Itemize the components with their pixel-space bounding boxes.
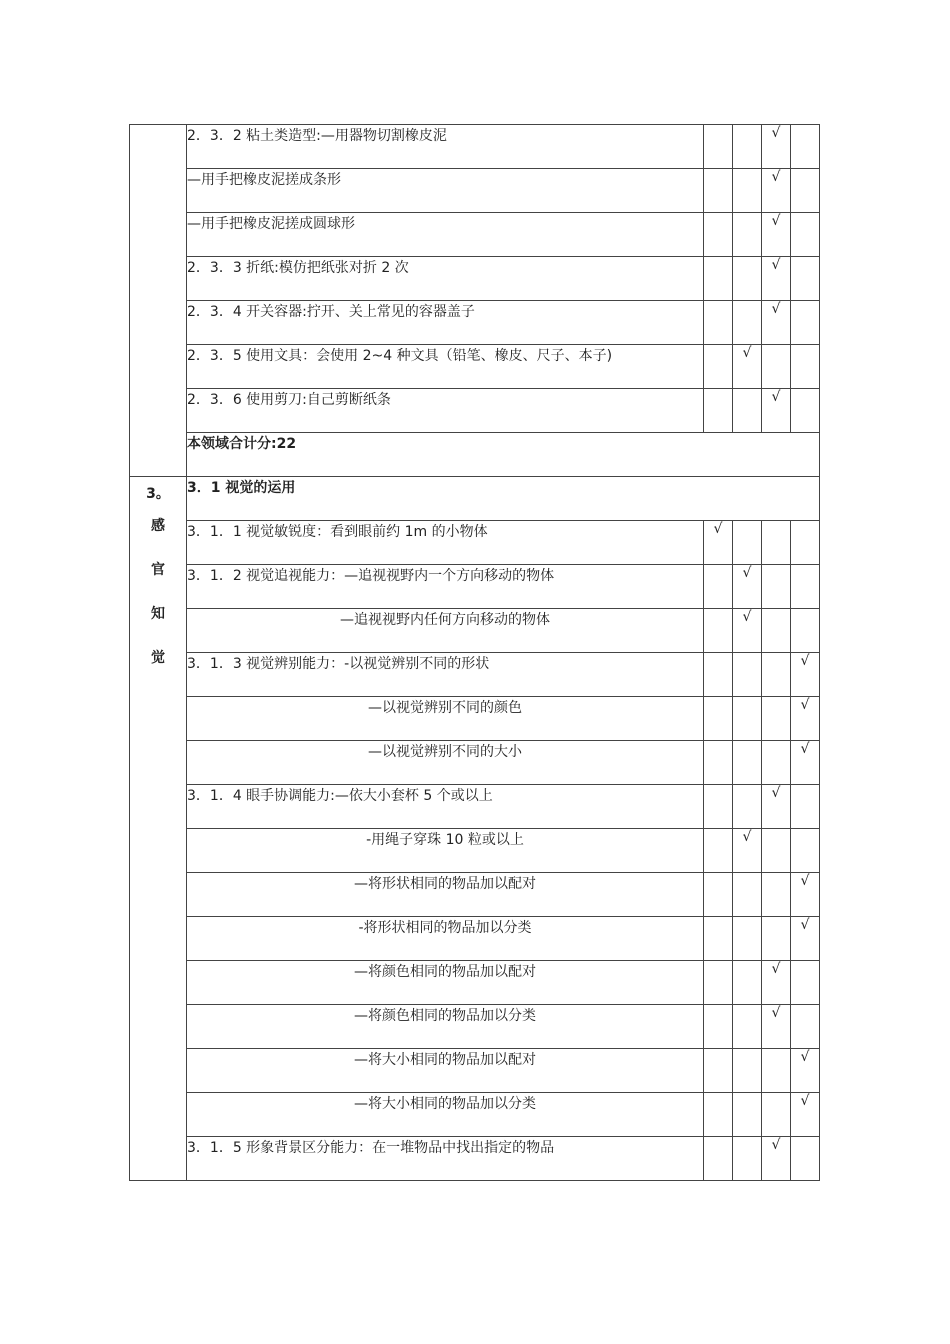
table-row	[130, 477, 820, 521]
score-cell-1	[704, 1005, 733, 1049]
score-cell-3: √	[762, 1005, 791, 1049]
score-cell-3: √	[762, 389, 791, 433]
score-cell-2	[733, 257, 762, 301]
item-text: —将形状相同的物品加以配对	[187, 873, 704, 917]
score-cell-4	[791, 125, 820, 169]
table-row	[130, 169, 820, 213]
table-row	[130, 609, 820, 653]
score-cell-3: √	[762, 1137, 791, 1181]
table-row	[130, 741, 820, 785]
score-cell-4: √	[791, 741, 820, 785]
score-cell-1	[704, 565, 733, 609]
score-cell-1	[704, 741, 733, 785]
score-cell-1	[704, 653, 733, 697]
category-char: 知	[151, 606, 165, 622]
score-cell-3: √	[762, 213, 791, 257]
score-cell-2	[733, 961, 762, 1005]
score-cell-3	[762, 741, 791, 785]
score-cell-2	[733, 1005, 762, 1049]
score-cell-3: √	[762, 301, 791, 345]
table-row	[130, 697, 820, 741]
table-row	[130, 873, 820, 917]
item-text: 2．3．3 折纸:模仿把纸张对折 2 次	[187, 257, 704, 301]
score-cell-3: √	[762, 785, 791, 829]
score-cell-3: √	[762, 169, 791, 213]
score-cell-2	[733, 1093, 762, 1137]
table-row	[130, 961, 820, 1005]
score-cell-1	[704, 609, 733, 653]
item-text: —以视觉辨别不同的颜色	[187, 697, 704, 741]
score-cell-4	[791, 257, 820, 301]
score-cell-3	[762, 1093, 791, 1137]
item-text: —用手把橡皮泥搓成条形	[187, 169, 704, 213]
table-row	[130, 125, 820, 169]
score-cell-1	[704, 389, 733, 433]
score-cell-3	[762, 697, 791, 741]
score-cell-1	[704, 873, 733, 917]
score-cell-2	[733, 169, 762, 213]
score-cell-1	[704, 169, 733, 213]
score-cell-3: √	[762, 257, 791, 301]
score-cell-1	[704, 697, 733, 741]
score-cell-3	[762, 1049, 791, 1093]
item-text: —将大小相同的物品加以配对	[187, 1049, 704, 1093]
score-cell-4	[791, 169, 820, 213]
table-row	[130, 1005, 820, 1049]
score-cell-4	[791, 1137, 820, 1181]
item-text: 3．1．1 视觉敏锐度：看到眼前约 1m 的小物体	[187, 521, 704, 565]
score-cell-3: √	[762, 961, 791, 1005]
score-cell-1	[704, 961, 733, 1005]
score-cell-4	[791, 301, 820, 345]
score-cell-3	[762, 565, 791, 609]
table-row	[130, 389, 820, 433]
score-cell-1	[704, 301, 733, 345]
section-number: 3。	[146, 486, 170, 502]
item-text: 3．1．3 视觉辨别能力：-以视觉辨别不同的形状	[187, 653, 704, 697]
score-cell-4	[791, 565, 820, 609]
score-cell-4: √	[791, 917, 820, 961]
score-cell-1	[704, 1093, 733, 1137]
score-cell-4	[791, 389, 820, 433]
score-cell-1	[704, 785, 733, 829]
score-cell-1	[704, 829, 733, 873]
item-text: -用绳子穿珠 10 粒或以上	[187, 829, 704, 873]
score-cell-4: √	[791, 1093, 820, 1137]
table-row	[130, 653, 820, 697]
table-row	[130, 829, 820, 873]
item-text: —将颜色相同的物品加以配对	[187, 961, 704, 1005]
item-text: -将形状相同的物品加以分类	[187, 917, 704, 961]
item-text: —追视视野内任何方向移动的物体	[187, 609, 704, 653]
score-cell-1	[704, 1137, 733, 1181]
table-row	[130, 213, 820, 257]
score-cell-3	[762, 873, 791, 917]
item-text: —用手把橡皮泥搓成圆球形	[187, 213, 704, 257]
item-text: 2．3．2 粘土类造型:—用器物切割橡皮泥	[187, 125, 704, 169]
table-row	[130, 785, 820, 829]
table-row	[130, 917, 820, 961]
table-row	[130, 1093, 820, 1137]
item-text: 2．3．6 使用剪刀:自己剪断纸条	[187, 389, 704, 433]
score-cell-2	[733, 697, 762, 741]
score-cell-1	[704, 125, 733, 169]
score-cell-4	[791, 785, 820, 829]
score-cell-4	[791, 829, 820, 873]
table-row	[130, 1137, 820, 1181]
category-char: 感	[151, 518, 165, 534]
score-cell-4: √	[791, 653, 820, 697]
score-cell-3	[762, 609, 791, 653]
score-cell-1	[704, 213, 733, 257]
score-cell-2	[733, 1137, 762, 1181]
score-cell-2: √	[733, 609, 762, 653]
score-cell-4: √	[791, 1049, 820, 1093]
score-cell-2	[733, 785, 762, 829]
item-text: —将颜色相同的物品加以分类	[187, 1005, 704, 1049]
item-text: —将大小相同的物品加以分类	[187, 1093, 704, 1137]
score-cell-4	[791, 345, 820, 389]
item-text: 2．3．4 开关容器:拧开、关上常见的容器盖子	[187, 301, 704, 345]
score-cell-3	[762, 829, 791, 873]
item-text: 2．3．5 使用文具：会使用 2~4 种文具（铅笔、橡皮、尺子、本子)	[187, 345, 704, 389]
score-cell-3	[762, 917, 791, 961]
score-cell-2	[733, 917, 762, 961]
category-char: 觉	[151, 650, 165, 666]
score-cell-2	[733, 873, 762, 917]
score-cell-3: √	[762, 125, 791, 169]
score-cell-2: √	[733, 345, 762, 389]
score-cell-2	[733, 125, 762, 169]
assessment-table	[129, 124, 820, 1181]
score-cell-4	[791, 213, 820, 257]
score-cell-3	[762, 345, 791, 389]
item-text: 3．1．4 眼手协调能力:—依大小套杯 5 个或以上	[187, 785, 704, 829]
score-cell-4	[791, 609, 820, 653]
score-cell-2	[733, 389, 762, 433]
score-cell-1	[704, 257, 733, 301]
table-row	[130, 521, 820, 565]
category-char: 官	[151, 562, 165, 578]
table-row	[130, 433, 820, 477]
table-row	[130, 301, 820, 345]
section-3-category-cell	[130, 477, 187, 1181]
score-cell-2	[733, 301, 762, 345]
section-2-category-cell	[130, 125, 187, 477]
score-cell-4	[791, 521, 820, 565]
subsection-heading: 3．1 视觉的运用	[187, 477, 820, 521]
score-cell-2	[733, 521, 762, 565]
score-cell-1	[704, 917, 733, 961]
score-cell-2	[733, 213, 762, 257]
score-cell-3	[762, 521, 791, 565]
item-text: 3．1．5 形象背景区分能力：在一堆物品中找出指定的物品	[187, 1137, 704, 1181]
score-cell-4: √	[791, 873, 820, 917]
score-cell-2	[733, 741, 762, 785]
score-cell-2	[733, 653, 762, 697]
score-cell-3	[762, 653, 791, 697]
domain-total: 本领域合计分:22	[187, 433, 820, 477]
item-text: —以视觉辨别不同的大小	[187, 741, 704, 785]
score-cell-1	[704, 1049, 733, 1093]
table-row	[130, 345, 820, 389]
score-cell-2: √	[733, 829, 762, 873]
score-cell-4: √	[791, 697, 820, 741]
table-row	[130, 1049, 820, 1093]
score-cell-2	[733, 1049, 762, 1093]
score-cell-1	[704, 345, 733, 389]
score-cell-2: √	[733, 565, 762, 609]
table-row	[130, 565, 820, 609]
item-text: 3．1．2 视觉追视能力：—追视视野内一个方向移动的物体	[187, 565, 704, 609]
score-cell-1: √	[704, 521, 733, 565]
score-cell-4	[791, 961, 820, 1005]
score-cell-4	[791, 1005, 820, 1049]
table-row	[130, 257, 820, 301]
